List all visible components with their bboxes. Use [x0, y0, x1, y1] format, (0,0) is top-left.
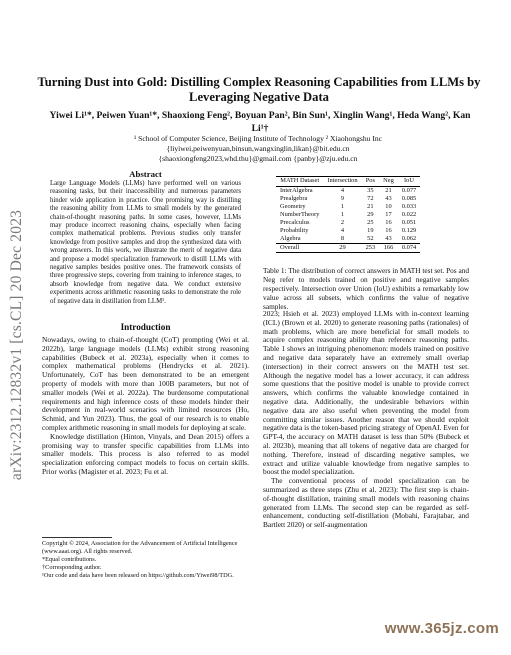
table-cell: 29: [323, 244, 361, 253]
arxiv-id-text: arXiv:2312.12832v1 [cs.CL] 20 Dec 2023: [8, 209, 25, 481]
table-row: [276, 219, 420, 227]
table-cell: 52: [367, 235, 374, 242]
affiliation-line: ¹ School of Computer Science, Beijing Institute of Technology ² Xiaohongshu Inc: [133, 134, 383, 143]
table-row-overall: [276, 244, 420, 253]
paragraph: The conventional process of model specialization can be summarized as three steps (Zhu et al. 2023): The first step is chain-of-thought distillation, training small models with reasoning chains generated from LLMs. The second step can be regarded as self-enhancement, conducting self-distillation (Mobahi, Farajtabar, and Bartlett 2020) or self-augmentation: [263, 476, 469, 530]
table-cell: 21: [385, 187, 392, 194]
table-header-cell: Pos: [362, 177, 380, 187]
table-caption: Table 1: The distribution of correct answers in MATH test set. Pos and Neg refer to models trained on positive and negative samples respectively. Intersection over Union (IoU) exhibits a remarkably low value across all subsets, which confirms the value of negative samples.: [263, 266, 469, 311]
math-distribution-table: [276, 176, 420, 253]
table-header-cell: IoU: [398, 177, 420, 187]
table-header-cell: MATH Dataset: [276, 177, 323, 187]
table-cell: 16: [385, 227, 392, 234]
table-cell: 253: [362, 244, 380, 253]
table-cell: 0.051: [401, 219, 417, 226]
footnote: ¹Our code and data have been released on https://github.com/Yiwei98/TDG.: [42, 572, 234, 579]
table-row: [276, 235, 420, 244]
table-cell: 17: [385, 211, 392, 218]
table-cell: Geometry: [280, 203, 306, 210]
abstract-heading: Abstract: [129, 169, 162, 179]
paragraph: Knowledge distillation (Hinton, Vinyals, and Dean 2015) offers a promising way to transfer specific capabilities from LLMs into smaller models. This process is also referred to as model specialization enforcing compact models to focus on certain skills. Prior works (Magister et al. 2023; Fu et al.: [42, 431, 249, 476]
table-cell: 0.085: [401, 195, 417, 202]
table-cell: 0.033: [401, 203, 417, 210]
abstract-text: Large Language Models (LLMs) have performed well on various reasoning tasks, but their inaccessibility and numerous parameters hinder wide application in practice. One promising way is distilling the reasoning ability from LLMs to small models by the generated chain-of-thought reasoning paths. In some cases, however, LLMs may produce incorrect reasoning chains, especially when facing complex mathematical problems. Previous studies only transfer knowledge from positive samples and drop the synthesized data with wrong answers. In this work, we illustrate the merit of negative data and propose a model specialization framework to distill LLMs with negative samples besides positive ones. The framework consists of three progressive steps, covering from training to inference stages, to absorb knowledge from negative data. We conduct extensive experiments across arithmetic reasoning tasks to demonstrate the role of negative data in distillation from LLM¹.: [50, 180, 241, 305]
table-header-cell: Intersection: [323, 177, 361, 187]
table-row: [276, 195, 420, 203]
paragraph: Nowadays, owing to chain-of-thought (CoT) prompting (Wei et al. 2022b), large language models (LLMs) exhibit strong reasoning capabilities (Bubeck et al. 2023a), especially when it comes to complex mathematical problems (Hendrycks et al. 2021). Unfortunately, CoT has been demonstrated to be an emergent property of models with more than 100B parameters, but not of smaller models (Wei et al. 2022a). The burdensome computational requirements and high inference costs of these models hinder their development in real-world scenarios with limited resources (Ho, Schmid, and Yun 2023). Thus, the goal of our research is to enable complex arithmetic reasoning in small models for deploying at scale.: [42, 335, 249, 432]
introduction-body: [42, 336, 249, 477]
table-cell: 43: [385, 195, 392, 202]
author-list: Yiwei Li¹*, Peiwen Yuan¹*, Shaoxiong Feng², Boyuan Pan², Bin Sun¹, Xinglin Wang¹, Heda Wang², Kan Li¹†: [49, 110, 471, 134]
table-cell: 2: [340, 219, 345, 226]
table-cell: Prealgebra: [280, 195, 308, 202]
email-line: {liyiwei,peiwenyuan,binsun,wangxinglin,likan}@bit.edu.cn: [166, 143, 350, 153]
table-cell: Algebra: [280, 235, 301, 242]
table-cell: 166: [379, 244, 398, 253]
table-row: [276, 211, 420, 219]
table-cell: 21: [367, 203, 374, 210]
table-cell: Precalculus: [280, 219, 310, 226]
table-cell: Overall: [276, 244, 323, 253]
table-cell: 1: [340, 211, 345, 218]
table-cell: 29: [367, 211, 374, 218]
copyright-note: Copyright © 2024, Association for the Advancement of Artificial Intelligence (www.aaai.org). All rights reserved.: [42, 540, 238, 555]
affiliations: [40, 134, 476, 163]
footnote: *Equal contributions.: [42, 556, 97, 563]
table-cell: 35: [367, 187, 374, 194]
table-cell: 16: [385, 219, 392, 226]
footnote: †Corresponding author.: [42, 564, 102, 571]
table-cell: 4: [340, 227, 345, 234]
watermark: www.365jz.com: [384, 620, 499, 637]
table-cell: InterAlgebra: [280, 187, 313, 194]
table-cell: Probability: [280, 227, 309, 234]
paragraph: 2023; Hsieh et al. 2023) employed LLMs with in-context learning (ICL) (Brown et al. 2020) to generate reasoning paths (rationales) of math problems, which are more beneficial for small models to acquire complex reasoning ability than reference reasoning paths. Table 1 shows an intriguing phenomenon: models trained on positive and negative data separately have an extremely small overlap (intersection) in their correct answers on the MATH test set. Although the negative model has a lower accuracy, it can address some questions that the positive model is unable to provide correct answers, which confirms the valuable knowledge contained in negative data. Additionally, the undesirable behaviors within negative data are also useful when preventing the model from committing similar issues. Another reason that we should exploit negative data is the token-based pricing strategy of OpenAI. Even for GPT-4, the accuracy on MATH dataset is less than 50% (Bubeck et al. 2023b), meaning that all tokens of negative data are charged for nothing. Therefore, instead of discarding negative samples, we extract and utilize valuable knowledge from negative samples to boost the model specialization.: [263, 309, 469, 477]
table-header-row: [276, 177, 420, 187]
table-row: [276, 203, 420, 211]
table-cell: 0.062: [401, 235, 417, 242]
table-cell: 0.077: [401, 187, 417, 194]
email-line: {shaoxiongfeng2023,whd.thu}@gmail.com {panby}@zju.edu.cn: [158, 153, 358, 163]
table-cell: 4: [340, 187, 345, 194]
table-cell: 0.022: [401, 211, 417, 218]
table-cell: 9: [340, 195, 345, 202]
footnote-rule: [42, 537, 112, 538]
table-cell: NumberTheory: [280, 211, 320, 218]
paper-title: Turning Dust into Gold: Distilling Complex Reasoning Capabilities from LLMs by Leveraging Negative Data: [37, 75, 481, 104]
table-header-cell: Neg: [379, 177, 398, 187]
table-cell: 0.129: [401, 227, 417, 234]
arxiv-identifier: [3, 200, 31, 490]
table-cell: 1: [340, 203, 345, 210]
table-cell: 10: [385, 203, 392, 210]
table-cell: 19: [367, 227, 374, 234]
footnotes: [42, 540, 249, 580]
table-cell: 8: [340, 235, 345, 242]
right-column-body: [263, 310, 469, 530]
table-cell: 0.074: [398, 244, 420, 253]
table-cell: 72: [367, 195, 374, 202]
table-cell: 25: [367, 219, 374, 226]
table-cell: 43: [385, 235, 392, 242]
table-row: [276, 227, 420, 235]
table-row: [276, 187, 420, 196]
introduction-heading: Introduction: [120, 322, 171, 332]
